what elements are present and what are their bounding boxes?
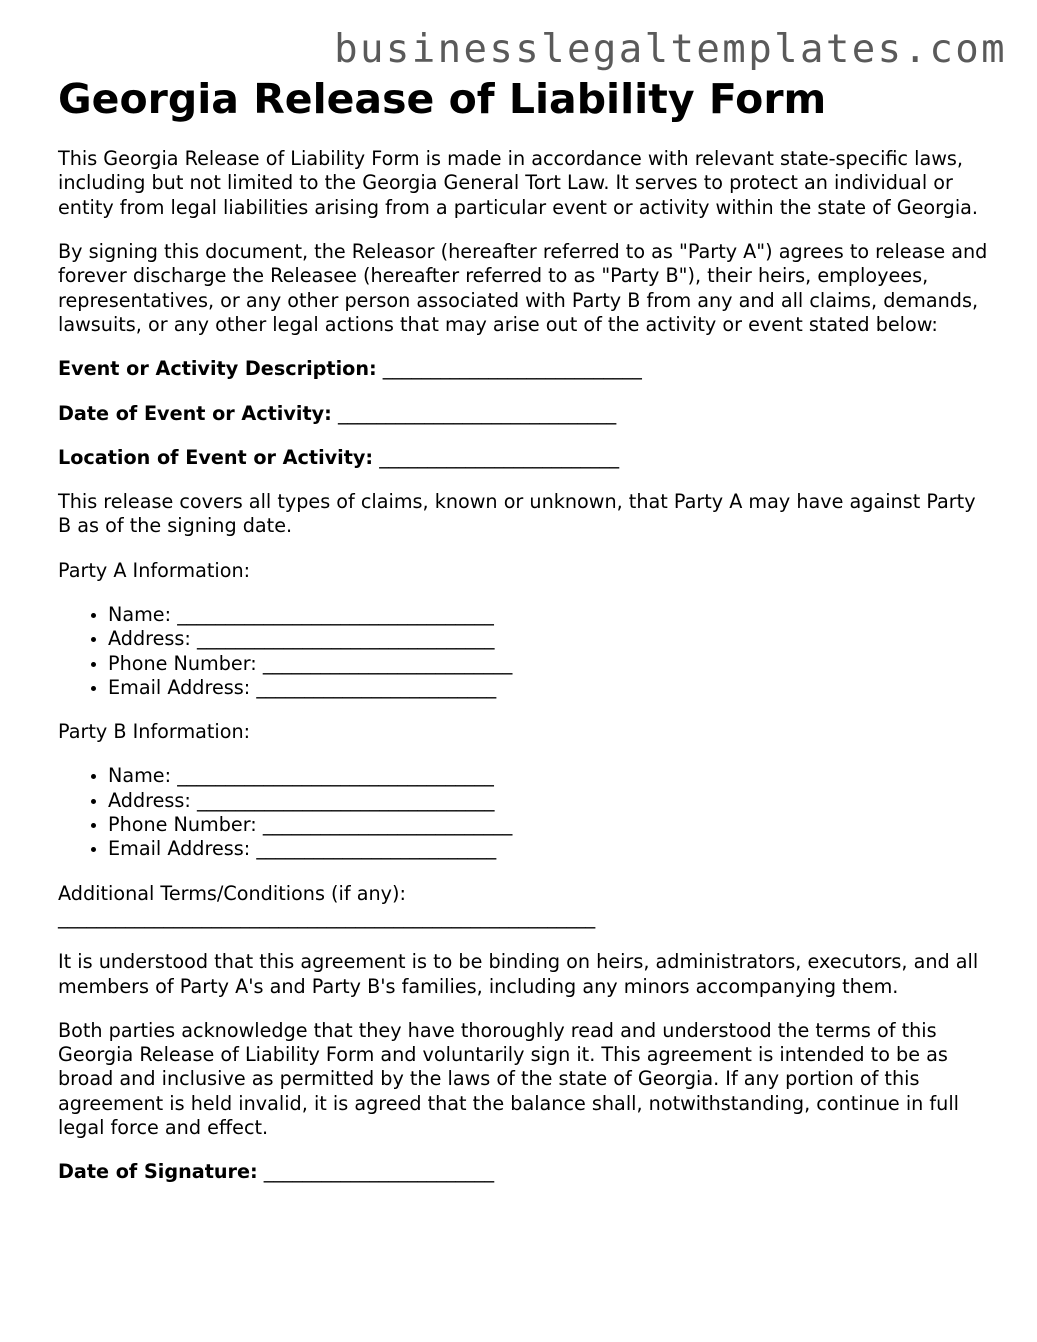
binding-paragraph: It is understood that this agreement is to be binding on heirs, administrators, executors, and all members of Party A's and Party B's families, including any minors accompanying them.: [58, 950, 979, 998]
party-b-name-label: Name:: [108, 764, 172, 788]
party-b-name-item: [108, 764, 988, 788]
party-a-name-label: Name:: [108, 603, 172, 626]
additional-terms-blank[interactable]: ________________________________________________________: [58, 905, 596, 929]
additional-terms-field: [58, 882, 988, 931]
event-description-label: Event or Activity Description:: [58, 357, 377, 381]
party-b-email-label: Email Address:: [108, 837, 251, 861]
party-b-address-label: Address:: [108, 788, 191, 812]
acknowledgement-paragraph: Both parties acknowledge that they have thoroughly read and understood the terms of this Georgia Release of Liability Form and voluntarily sign it. This agreement is intended to be as broad and inclusive as permitted by the laws of the state of Georgia. If any portion of this agreement is held invalid, it is agreed that the balance shall, notwithstanding, continue in full legal force and effect.: [58, 1018, 959, 1140]
party-b-email-blank[interactable]: _________________________: [256, 837, 497, 861]
party-a-phone-item: [108, 652, 988, 676]
party-b-heading: Party B Information:: [58, 720, 251, 744]
party-a-name-blank[interactable]: _________________________________: [177, 603, 494, 626]
signature-date-field: [58, 1160, 988, 1184]
event-description-blank[interactable]: ___________________________: [382, 357, 642, 381]
event-description-field: [58, 357, 988, 381]
party-a-address-label: Address:: [108, 627, 191, 651]
party-a-email-blank[interactable]: _________________________: [256, 675, 497, 699]
event-location-label: Location of Event or Activity:: [58, 445, 374, 469]
party-a-address-item: [108, 627, 988, 651]
intro-paragraph: This Georgia Release of Liability Form is made in accordance with relevant state-specific laws, including but not limited to the Georgia General Tort Law. It serves to protect an individual or entity from legal liabilities arising from a particular event or activity within the state of Georgia.: [58, 147, 979, 219]
page-title: Georgia Release of Liability Form: [58, 75, 827, 123]
watermark: businesslegaltemplates.com: [334, 27, 1007, 72]
party-b-name-blank[interactable]: _________________________________: [177, 764, 494, 788]
event-location-blank[interactable]: _________________________: [379, 445, 620, 469]
party-a-phone-blank[interactable]: __________________________: [262, 651, 513, 675]
party-b-phone-blank[interactable]: __________________________: [262, 813, 513, 837]
party-a-heading: Party A Information:: [58, 558, 251, 582]
party-b-email-item: [108, 837, 988, 861]
party-b-address-item: [108, 789, 988, 813]
release-paragraph: By signing this document, the Releasor (hereafter referred to as "Party A") agrees to release and forever discharge the Releasee (hereafter referred to as "Party B"), their heirs, employees, representatives, or any other person associated with Party B from any and all claims, demands, lawsuits, or any other legal actions that may arise out of the activity or event stated below:: [58, 240, 988, 336]
party-a-address-blank[interactable]: _______________________________: [197, 627, 495, 651]
document-body: [58, 76, 988, 1205]
event-location-field: [58, 446, 988, 470]
event-date-label: Date of Event or Activity:: [58, 401, 332, 425]
event-date-field: [58, 402, 988, 426]
signature-date-label: Date of Signature:: [58, 1160, 258, 1184]
event-date-blank[interactable]: _____________________________: [337, 401, 617, 425]
party-b-list: [58, 764, 988, 861]
party-b-phone-item: [108, 813, 988, 837]
party-a-list: [58, 603, 988, 700]
party-a-phone-label: Phone Number:: [108, 651, 257, 675]
party-b-phone-label: Phone Number:: [108, 813, 257, 837]
party-a-email-item: [108, 676, 988, 700]
party-a-email-label: Email Address:: [108, 675, 251, 699]
coverage-paragraph: This release covers all types of claims, known or unknown, that Party A may have against Party B as of the signing date.: [58, 490, 976, 538]
party-a-name-item: [108, 603, 988, 627]
additional-terms-label: Additional Terms/Conditions (if any):: [58, 881, 406, 905]
party-b-address-blank[interactable]: _______________________________: [197, 788, 495, 812]
signature-date-blank[interactable]: ________________________: [263, 1160, 495, 1184]
